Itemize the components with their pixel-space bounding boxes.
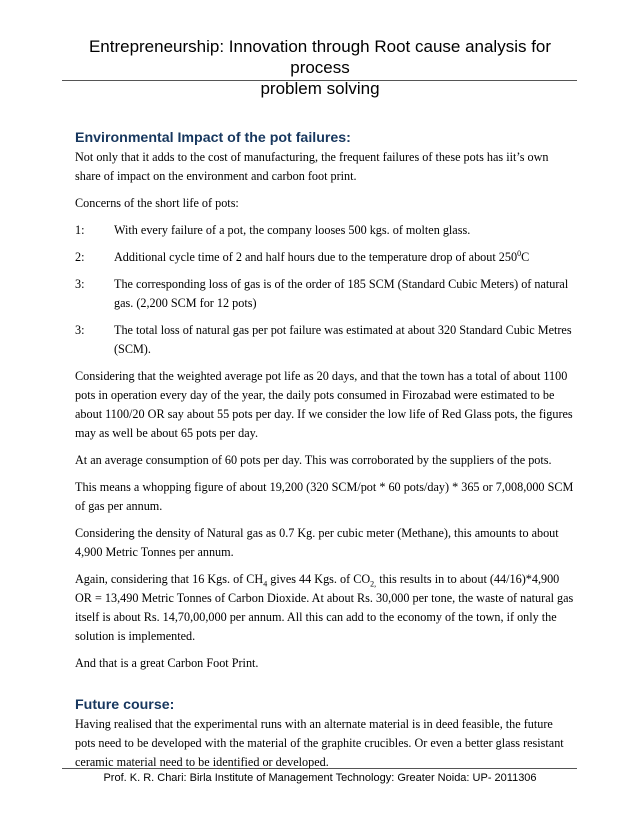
page-header	[60, 36, 580, 99]
document-body	[75, 128, 575, 780]
footer-divider	[62, 768, 577, 769]
concern-text	[114, 248, 575, 267]
co2-text-part: Again, considering that 16 Kgs. of CH	[75, 572, 264, 586]
environmental-heading: Environmental Impact of the pot failures:	[75, 130, 351, 146]
concern-text-unit: C	[521, 250, 530, 264]
ch4-subscript: 4	[263, 579, 268, 589]
concern-text: The total loss of natural gas per pot failure was estimated at about 320 Standard Cubic Metres (SCM).	[114, 323, 572, 356]
concern-number: 2:	[75, 250, 85, 264]
concern-item	[75, 275, 575, 313]
paragraph-gas-per-annum: This means a whopping figure of about 19,200 (320 SCM/pot * 60 pots/day) * 365 or 7,008,000 SCM of gas per annum.	[75, 480, 574, 513]
degree-superscript: 0	[517, 248, 522, 258]
header-title-line1: Entrepreneurship: Innovation through Root cause analysis for process	[88, 37, 552, 77]
concern-number: 3:	[75, 323, 85, 337]
paragraph-carbon-footprint: And that is a great Carbon Foot Print.	[75, 656, 259, 670]
future-course-text: Having realised that the experimental runs with an alternate material is in deed feasible, the future pots need to be developed with the material of the graphite crucibles. Or even a better glass resistant ceramic material need to be identified or developed.	[75, 717, 564, 769]
concern-number: 1:	[75, 223, 85, 237]
concern-number: 3:	[75, 277, 85, 291]
co2-subscript: 2,	[370, 579, 377, 589]
paragraph-pot-life: Considering that the weighted average pot life as 20 days, and that the town has a total of about 1100 pots in operation every day of the year, the daily pots consumed in Firozabad were estimated to be about 1100/20 OR say about 55 pots per day. If we consider the low life of Red Glass pots, the figures may as well be about 65 pots per day.	[75, 369, 573, 440]
future-course-heading: Future course:	[75, 697, 175, 713]
header-divider	[62, 80, 577, 81]
concerns-label: Concerns of the short life of pots:	[75, 196, 239, 210]
concern-text-main: Additional cycle time of 2 and half hours due to the temperature drop of about 250	[114, 250, 518, 264]
page-footer: Prof. K. R. Chari: Birla Institute of Management Technology: Greater Noida: UP- 2011306	[103, 772, 537, 784]
environmental-intro: Not only that it adds to the cost of manufacturing, the frequent failures of these pots has iit’s own share of impact on the environment and carbon foot print.	[75, 150, 549, 183]
concern-item	[75, 321, 575, 359]
concern-item	[75, 221, 575, 240]
concern-item	[75, 248, 575, 267]
co2-text-part: gives 44 Kgs. of CO	[267, 572, 371, 586]
concern-text: The corresponding loss of gas is of the order of 185 SCM (Standard Cubic Meters) of natural gas. (2,200 SCM for 12 pots)	[114, 277, 569, 310]
header-title-line2: problem solving	[260, 79, 380, 98]
paragraph-average-consumption: At an average consumption of 60 pots per day. This was corroborated by the suppliers of the pots.	[75, 453, 552, 467]
concern-text: With every failure of a pot, the company looses 500 kgs. of molten glass.	[114, 223, 471, 237]
paragraph-density: Considering the density of Natural gas as 0.7 Kg. per cubic meter (Methane), this amounts to about 4,900 Metric Tonnes per annum.	[75, 526, 559, 559]
paragraph-carbon-dioxide	[75, 570, 575, 646]
co2-text-part: this results in to about (44/16)*4,900 OR = 13,490 Metric Tonnes of Carbon Dioxide. At about Rs. 30,000 per tone, the waste of natural gas itself is about Rs. 14,70,00,000 per annum. All this can add to the economy of the town, if only the solution is implemented.	[75, 572, 574, 643]
